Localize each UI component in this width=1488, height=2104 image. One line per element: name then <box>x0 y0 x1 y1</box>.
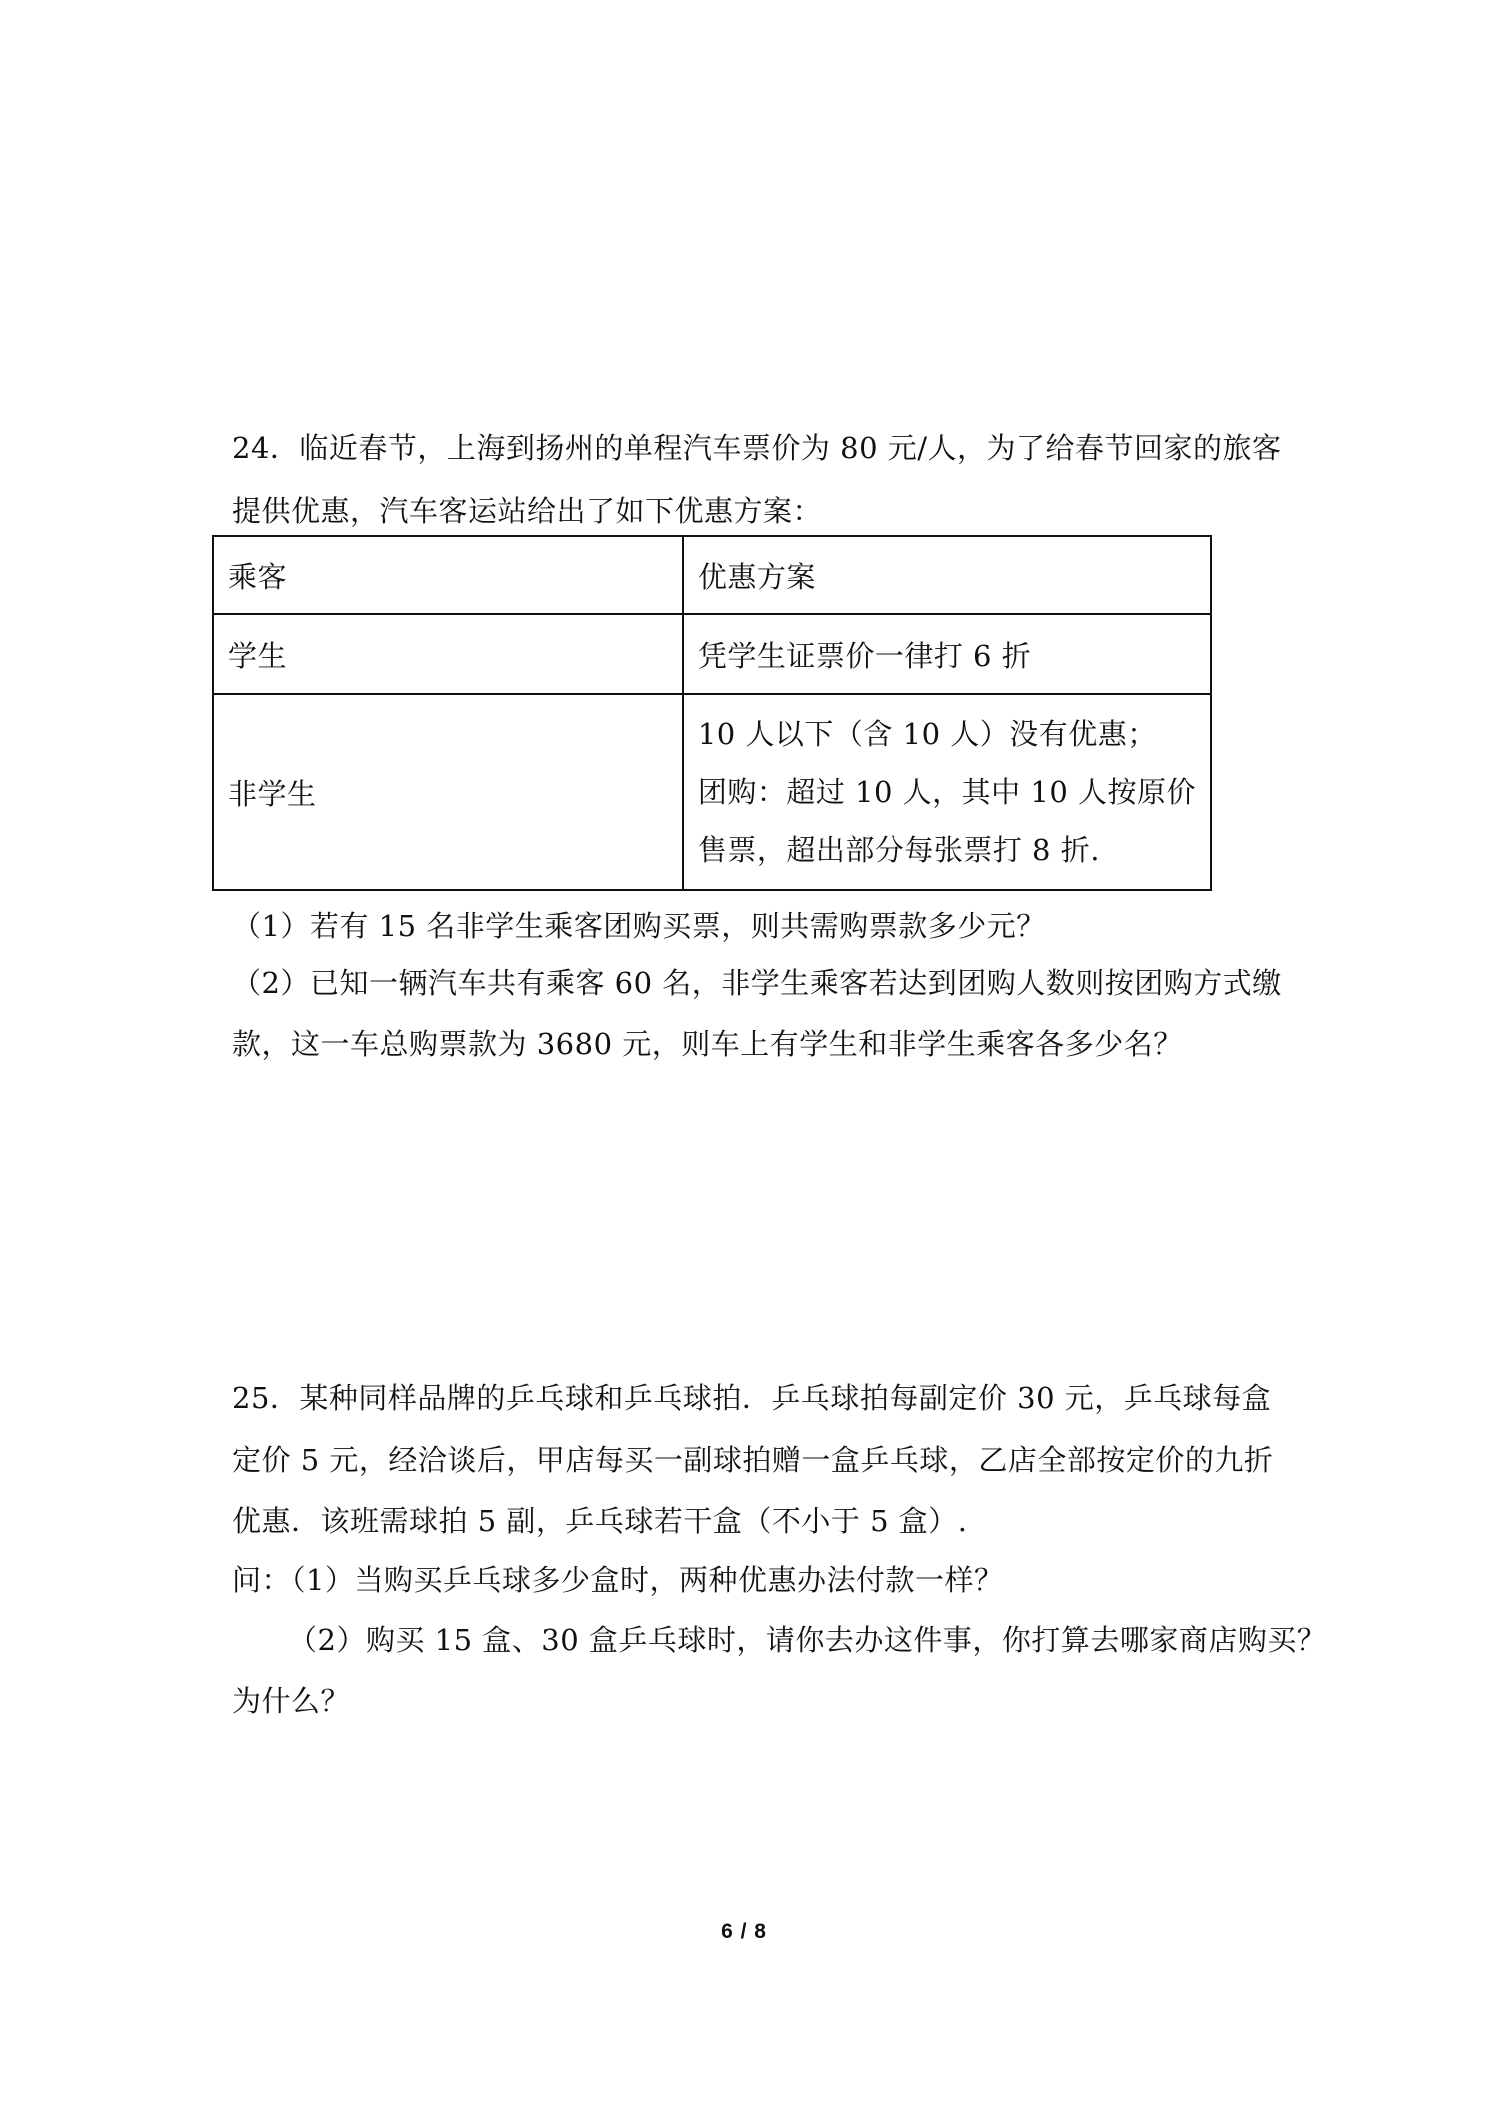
table-cell-plan <box>683 694 1211 890</box>
q25-stem-line-1: 25．某种同样品牌的乒乓球和乒乓球拍．乒乓球拍每副定价 30 元，乒乓球每盒 <box>232 1381 1272 1415</box>
table-cell-passenger: 学生 <box>213 614 683 694</box>
q25-sub-question-1: 问：（1）当购买乒乓球多少盒时，两种优惠办法付款一样？ <box>232 1563 1004 1597</box>
table-header-row <box>213 536 1211 614</box>
plan-line: 10 人以下（含 10 人）没有优惠； <box>697 717 1157 751</box>
table-cell-plan: 凭学生证票价一律打 6 折 <box>683 614 1211 694</box>
q25-sub-question-2-line-2: 为什么？ <box>232 1684 351 1718</box>
discount-plan-table <box>212 535 1212 891</box>
q24-stem-line-1: 24．临近春节，上海到扬州的单程汽车票价为 80 元/人，为了给春节回家的旅客 <box>232 431 1282 465</box>
q24-sub-question-1: （1）若有 15 名非学生乘客团购买票，则共需购票款多少元？ <box>232 909 1046 943</box>
plan-line: 团购：超过 10 人，其中 10 人按原价 <box>697 775 1196 809</box>
table-row <box>213 614 1211 694</box>
q24-stem-line-2: 提供优惠，汽车客运站给出了如下优惠方案： <box>232 494 823 528</box>
q24-sub-question-2-line-2: 款，这一车总购票款为 3680 元，则车上有学生和非学生乘客各多少名？ <box>232 1027 1183 1061</box>
table-cell-passenger: 非学生 <box>213 694 683 890</box>
q25-stem-line-2: 定价 5 元，经洽谈后，甲店每买一副球拍赠一盒乒乓球，乙店全部按定价的九折 <box>232 1443 1274 1477</box>
table-row <box>213 694 1211 890</box>
page-number: 6 / 8 <box>721 1920 767 1943</box>
q25-stem-line-3: 优惠．该班需球拍 5 副，乒乓球若干盒（不小于 5 盒）. <box>232 1504 968 1538</box>
q25-sub-question-2-line-1: （2）购买 15 盒、30 盒乒乓球时，请你去办这件事，你打算去哪家商店购买？ <box>288 1623 1327 1657</box>
plan-line: 售票，超出部分每张票打 8 折. <box>697 833 1100 867</box>
table-header-plan: 优惠方案 <box>683 536 1211 614</box>
q24-sub-question-2-line-1: （2）已知一辆汽车共有乘客 60 名，非学生乘客若达到团购人数则按团购方式缴 <box>232 966 1282 1000</box>
table-header-passenger: 乘客 <box>213 536 683 614</box>
